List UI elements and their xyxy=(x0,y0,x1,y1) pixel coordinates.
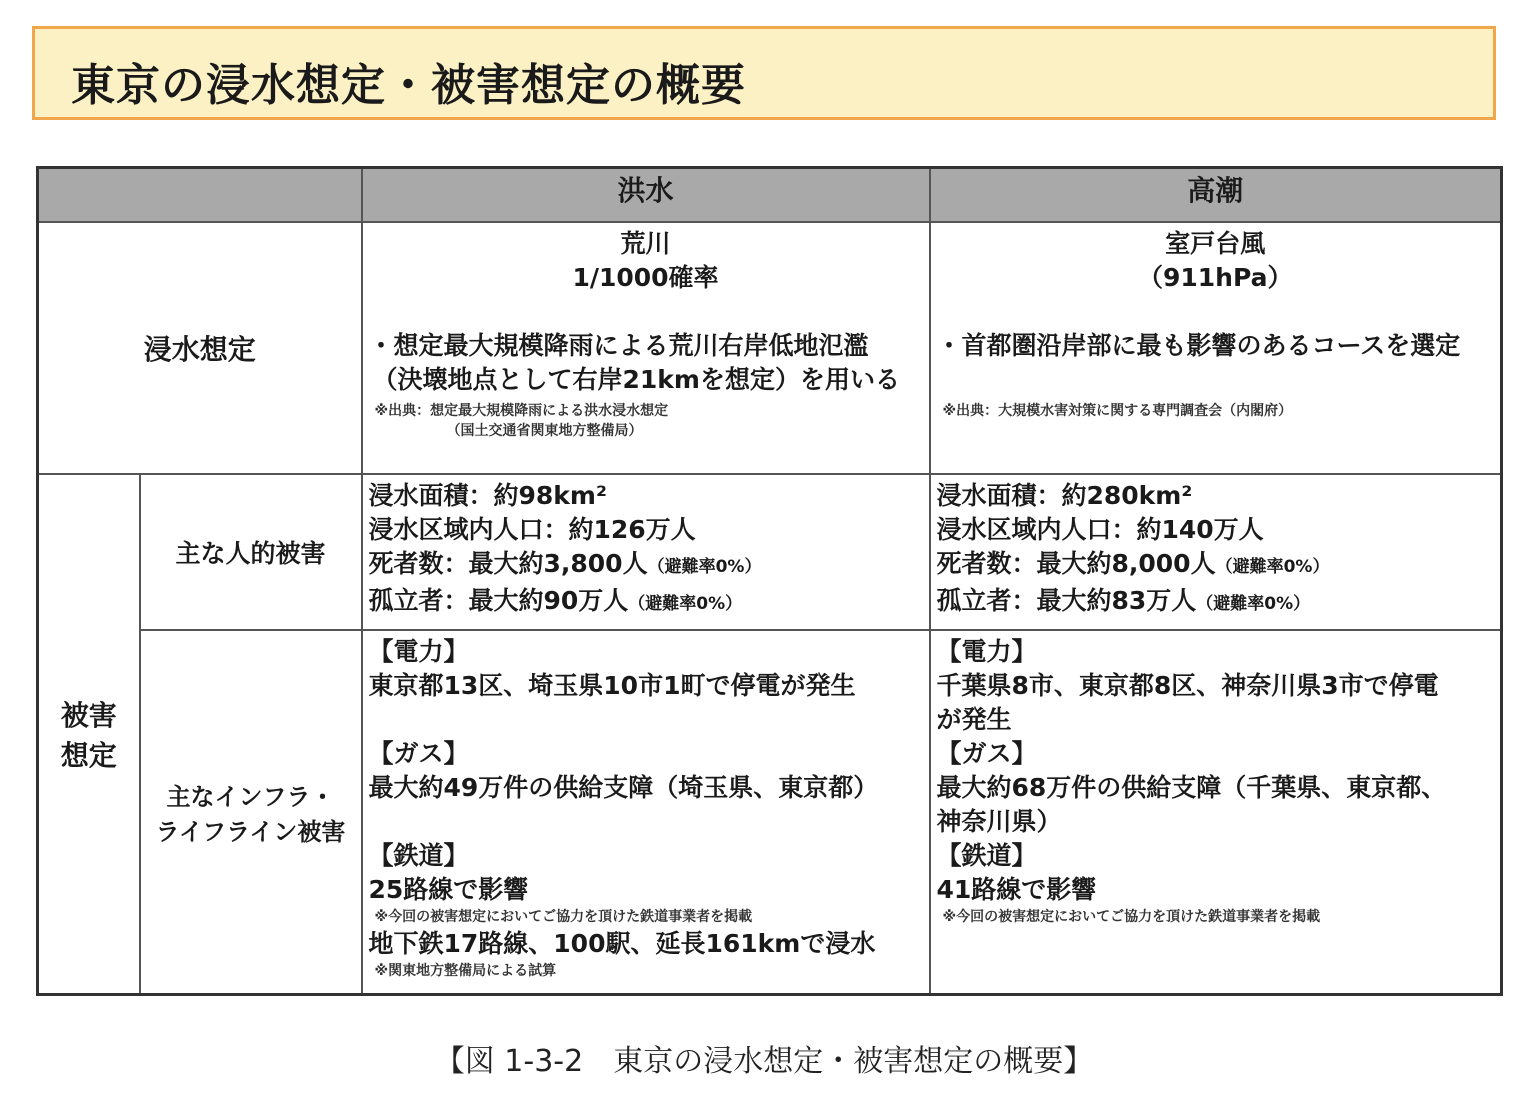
flood-gas-heading: 【ガス】 xyxy=(368,739,469,768)
flood-source-note-1: ※出典：想定最大規模降雨による洪水浸水想定 xyxy=(374,403,669,419)
flood-subway: 地下鉄17路線、100駅、延長161kmで浸水 xyxy=(368,929,876,958)
damage-label-2: 想定 xyxy=(60,739,117,772)
flood-rail-note: ※今回の被害想定においてご協力を頂けた鉄道事業者を掲載 xyxy=(374,909,753,925)
row-label-inundation: 浸水想定 xyxy=(38,222,362,474)
surge-isolated-note: （避難率0%） xyxy=(1196,594,1311,614)
surge-area: 浸水面積：約280km² xyxy=(936,481,1193,510)
row-label-damage xyxy=(38,474,140,995)
surge-gas-1: 最大約68万件の供給支障（千葉県、東京都、 xyxy=(936,773,1447,802)
surge-desc-1: ・首都圏沿岸部に最も影響のあるコースを選定 xyxy=(936,331,1461,360)
surge-typhoon-name: 室戸台風 xyxy=(1165,229,1266,258)
human-flood-cell xyxy=(362,474,930,630)
header-flood: 洪水 xyxy=(362,168,930,223)
surge-gas-2: 神奈川県） xyxy=(936,807,1062,836)
header-surge: 高潮 xyxy=(930,168,1502,223)
header-blank xyxy=(38,168,362,223)
surge-population: 浸水区域内人口：約140万人 xyxy=(936,515,1264,544)
inundation-surge-cell xyxy=(930,222,1502,474)
flood-population: 浸水区域内人口：約126万人 xyxy=(368,515,696,544)
surge-rail-heading: 【鉄道】 xyxy=(936,841,1037,870)
flood-area: 浸水面積：約98km² xyxy=(368,481,607,510)
surge-rail: 41路線で影響 xyxy=(936,875,1097,904)
flood-desc-1: ・想定最大規模降雨による荒川右岸低地氾濫 xyxy=(368,331,869,360)
infra-label-1: 主なインフラ・ xyxy=(166,783,335,811)
row-label-human: 主な人的被害 xyxy=(140,474,362,630)
flood-deaths-note: （避難率0%） xyxy=(647,557,762,577)
surge-rail-note: ※今回の被害想定においてご協力を頂けた鉄道事業者を掲載 xyxy=(942,909,1321,925)
flood-isolated-note: （避難率0%） xyxy=(628,594,743,614)
surge-deaths-note: （避難率0%） xyxy=(1215,557,1330,577)
flood-river-name: 荒川 xyxy=(620,229,671,258)
infra-flood-cell xyxy=(362,630,930,995)
infra-surge-cell xyxy=(930,630,1502,995)
flood-source-note-2: （国土交通省関東地方整備局） xyxy=(446,423,643,439)
row-label-infra xyxy=(140,630,362,995)
flood-deaths: 死者数：最大約3,800人 xyxy=(368,549,648,578)
flood-power: 東京都13区、埼玉県10市1町で停電が発生 xyxy=(368,671,856,700)
overview-table xyxy=(36,166,1503,996)
figure-caption: 【図 1-3-2 東京の浸水想定・被害想定の概要】 xyxy=(434,1044,1094,1079)
flood-desc-2: （決壊地点として右岸21kmを想定）を用いる xyxy=(372,365,900,394)
surge-pressure: （911hPa） xyxy=(1137,263,1293,292)
surge-gas-heading: 【ガス】 xyxy=(936,739,1037,768)
surge-source-note: ※出典：大規模水害対策に関する専門調査会（内閣府） xyxy=(942,403,1293,419)
flood-probability: 1/1000確率 xyxy=(572,263,719,292)
surge-power-2: が発生 xyxy=(936,705,1012,734)
surge-deaths: 死者数：最大約8,000人 xyxy=(936,549,1216,578)
flood-rail: 25路線で影響 xyxy=(368,875,529,904)
flood-gas: 最大約49万件の供給支障（埼玉県、東京都） xyxy=(368,773,879,802)
flood-isolated: 孤立者：最大約90万人 xyxy=(368,586,629,615)
damage-label-1: 被害 xyxy=(60,699,117,732)
inundation-flood-cell xyxy=(362,222,930,474)
page-title: 東京の浸水想定・被害想定の概要 xyxy=(71,60,746,111)
surge-power-1: 千葉県8市、東京都8区、神奈川県3市で停電 xyxy=(936,671,1439,700)
flood-rail-heading: 【鉄道】 xyxy=(368,841,469,870)
human-surge-cell xyxy=(930,474,1502,630)
flood-power-heading: 【電力】 xyxy=(368,637,469,666)
infra-label-2: ライフライン被害 xyxy=(155,818,346,846)
surge-power-heading: 【電力】 xyxy=(936,637,1037,666)
flood-subway-note: ※関東地方整備局による試算 xyxy=(374,963,557,979)
surge-isolated: 孤立者：最大約83万人 xyxy=(936,586,1197,615)
title-banner xyxy=(32,26,1496,120)
